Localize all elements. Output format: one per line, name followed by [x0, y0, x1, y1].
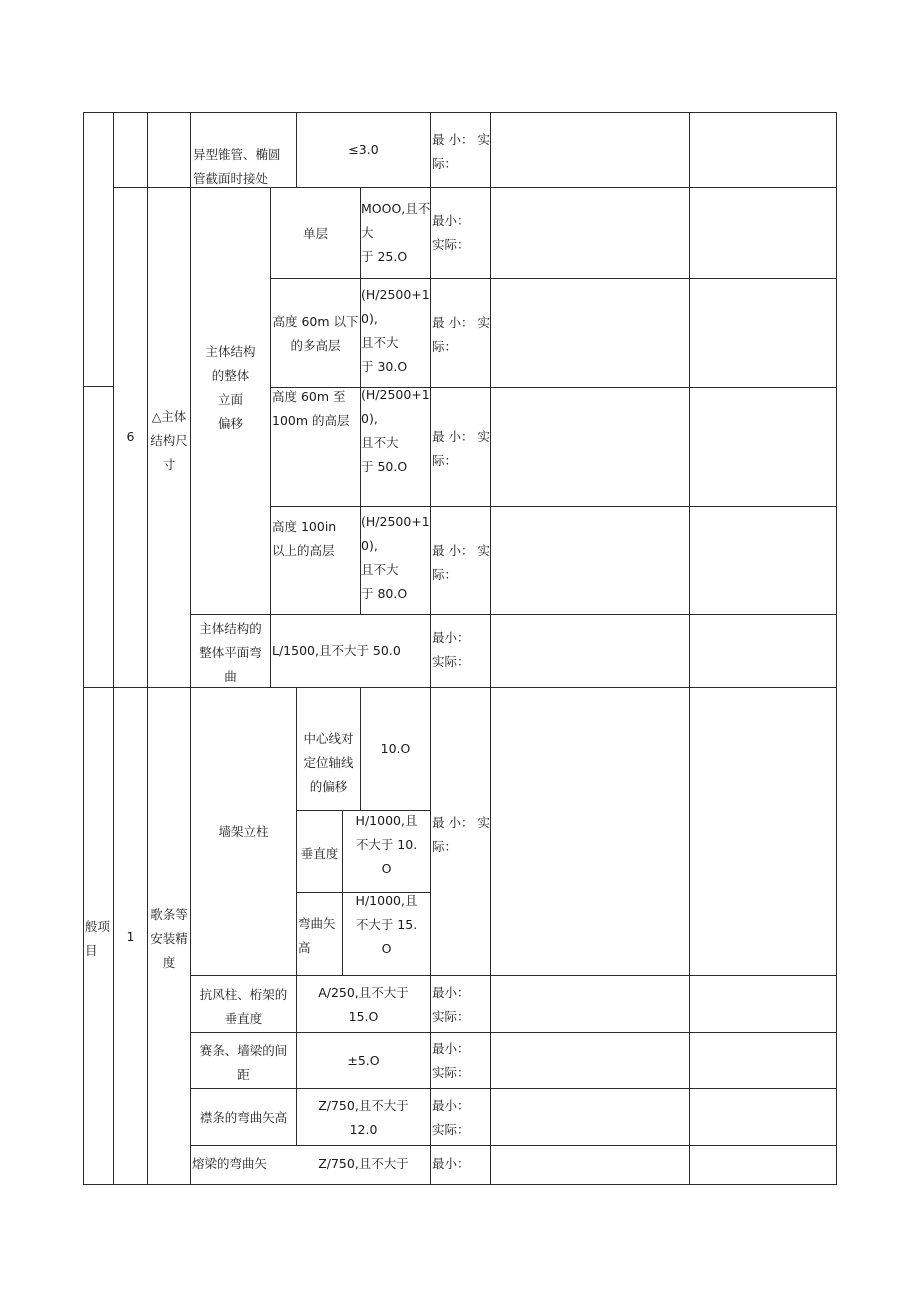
- girt-bend-label: 熔梁的弯曲矢: [192, 1156, 268, 1171]
- wall-bend-value: H/1000,且 不大于 15. O: [355, 893, 418, 956]
- wall-bend-label: 弯曲矢 高: [298, 916, 336, 955]
- spacing-measure: 最小： 实际：: [432, 1041, 470, 1080]
- purlin-bend-label: 襟条的弯曲矢高: [199, 1110, 288, 1125]
- h60-measure: 最 小： 实 际：: [432, 315, 490, 354]
- rule-bottom: [83, 1184, 836, 1185]
- wall-measure: 最 小： 实 际：: [432, 815, 490, 854]
- wall-offset-label: 中心线对 定位轴线 的偏移: [303, 731, 354, 794]
- purlin-bend-measure: 最小： 实际：: [432, 1098, 470, 1137]
- row-a-measure: 最 小： 实 际：: [432, 132, 490, 171]
- girt-bend-allowance: Z/750,且不大于: [318, 1156, 409, 1171]
- spacing-label: 赛条、墙梁的间 距: [199, 1043, 288, 1082]
- plane-bend-label: 主体结构的 整体平面弯 曲: [199, 621, 262, 684]
- rule-top: [83, 112, 836, 113]
- h60-100-measure: 最 小： 实 际：: [432, 429, 490, 468]
- rule-elevation-bottom: [190, 614, 836, 615]
- section-general-label: 般项 目: [85, 919, 111, 958]
- single-label: 单层: [302, 226, 328, 241]
- rule-single-bottom: [270, 278, 836, 279]
- group6-category: △主体 结构尺 寸: [150, 409, 188, 472]
- spacing-allowance: ±5.O: [347, 1053, 380, 1068]
- rule-wall-bottom: [190, 975, 836, 976]
- rule-spacing-bottom: [190, 1088, 836, 1089]
- h60-100-allowance: (H/2500+1 0), 且不大 于 50.O: [361, 387, 430, 474]
- plane-bend-measure: 最小： 实际：: [432, 630, 470, 669]
- rule-col-1: [113, 112, 114, 1185]
- row-a-allowance: ≤3.0: [348, 142, 379, 157]
- purlin-bend-allowance: Z/750,且不大于 12.0: [318, 1098, 409, 1137]
- wind-column-measure: 最小： 实际：: [432, 985, 470, 1024]
- rule-col-measure: [430, 112, 431, 1185]
- group6-number: 6: [126, 429, 135, 444]
- rule-col-result: [490, 112, 491, 1185]
- single-measure: 最小： 实际：: [432, 213, 470, 252]
- h60-label: 高度 60m 以下 的多高层: [272, 314, 359, 353]
- rule-col-0: [83, 112, 84, 1185]
- wind-column-label: 抗风柱、桁架的 垂直度: [199, 987, 288, 1026]
- elevation-offset-label: 主体结构 的整体 立面 偏移: [205, 344, 256, 431]
- rule-col-remark: [689, 112, 690, 1185]
- rule-h60-100-bottom: [270, 506, 836, 507]
- rule-col-end: [836, 112, 837, 1185]
- rule-purlin-bottom: [190, 1145, 836, 1146]
- h100-measure: 最 小： 实 际：: [432, 543, 490, 582]
- wall-column-label: 墙架立柱: [218, 824, 269, 839]
- plane-bend-allowance: L/1500,且不大于 50.0: [272, 643, 401, 658]
- rule-h60-bottom: [270, 387, 836, 388]
- h60-allowance: (H/2500+1 0), 且不大 于 30.O: [361, 287, 430, 374]
- group1-category: 歌条等 安装精 度: [150, 907, 188, 970]
- rule-elevation-split: [270, 187, 271, 688]
- girt-bend-measure: 最小：: [432, 1156, 470, 1171]
- rule-wind-bottom: [190, 1032, 836, 1033]
- group1-number: 1: [126, 929, 135, 944]
- wind-column-allowance: A/250,且不大于 15.O: [318, 985, 409, 1024]
- rule-col-2: [147, 112, 148, 1185]
- wall-offset-value: 10.O: [380, 741, 411, 756]
- wall-vertical-value: H/1000,且 不大于 10. O: [355, 813, 418, 876]
- h100-label: 高度 100in 以上的高层: [272, 519, 337, 558]
- rule-left-split: [83, 386, 113, 387]
- h100-allowance: (H/2500+1 0), 且不大 于 80.O: [361, 514, 430, 601]
- h60-100-label: 高度 60m 至 100m 的高层: [272, 389, 350, 428]
- wall-vertical-label: 垂直度: [300, 846, 339, 861]
- single-allowance: MOOO,且不 大 于 25.O: [361, 201, 431, 264]
- row-a-item: 异型锥管、椭圆 管截面时接处: [193, 147, 281, 186]
